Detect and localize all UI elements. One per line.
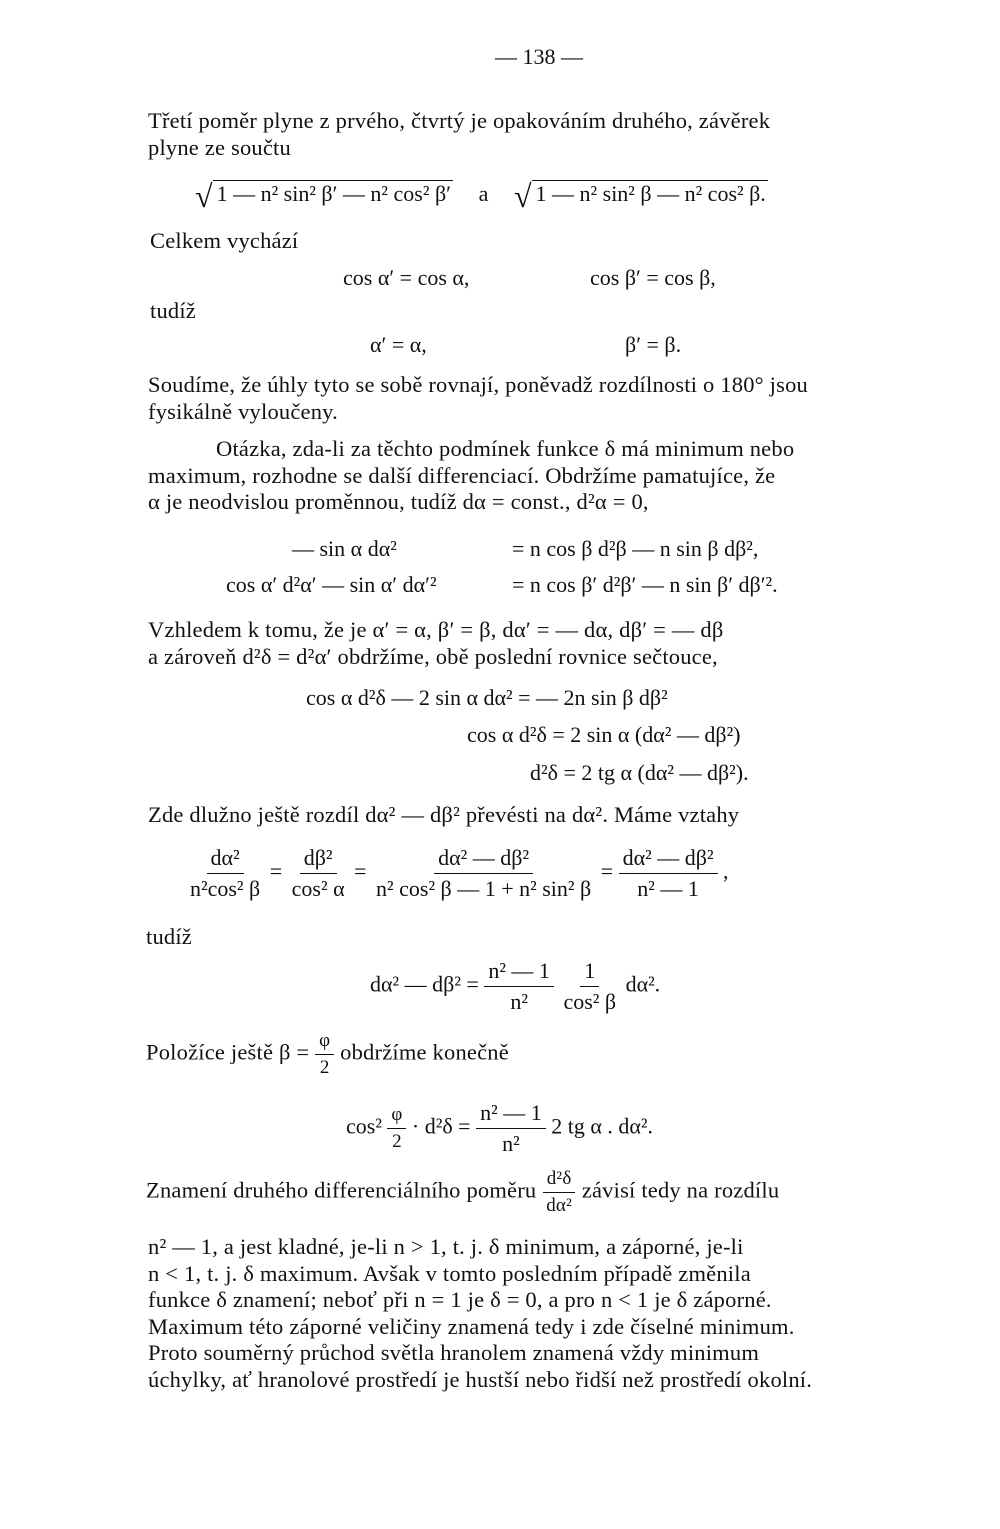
- paragraph-5: Zde dlužno ještě rozdíl dα² — dβ² převésti na dα². Máme vztahy: [148, 802, 740, 827]
- paragraph-4: [148, 617, 958, 670]
- equation-equal-left: α′ = α,: [370, 332, 427, 357]
- paragraph-2: [148, 372, 958, 425]
- fraction-1-den: n²cos² β: [190, 876, 261, 901]
- p7-post: závisí tedy na rozdílu: [581, 1177, 780, 1203]
- p1-line-2: plyne ze součtu: [148, 134, 291, 160]
- p2-line-1: Soudíme, že úhly tyto se sobě rovnají, poněvadž rozdílnosti o 180° jsou: [148, 372, 808, 397]
- equation-sum-3: d²δ = 2 tg α (dα² — dβ²).: [530, 760, 749, 785]
- fraction-4-num: dα² — dβ²: [619, 845, 718, 874]
- final-n-num: n² — 1: [476, 1100, 546, 1129]
- final-tail: 2 tg α . dα².: [551, 1113, 653, 1139]
- equation-cos-right: cos β′ = cos β,: [590, 265, 716, 290]
- sqrt-sign-2: √: [513, 177, 532, 214]
- p3-line-2: maximum, rozhodne se další differenciací. Obdržíme pamatujíce, že: [148, 462, 776, 488]
- final-n-den: n²: [502, 1131, 520, 1156]
- p6-post: obdržíme konečně: [340, 1039, 509, 1065]
- fraction-2-num: dβ²: [300, 845, 337, 874]
- diff-fraction-cos: [559, 958, 620, 1015]
- diff-tail: dα².: [625, 971, 661, 997]
- sqrt-sign: √: [195, 177, 213, 214]
- equation-sin-2-right: = n cos β′ d²β′ — n sin β′ dβ′².: [512, 572, 778, 597]
- p3-line-1: Otázka, zda-li za těchto podmínek funkce δ má minimum nebo: [216, 436, 795, 461]
- p6-den: 2: [319, 1057, 330, 1078]
- p7-num: d²δ: [543, 1168, 576, 1193]
- equation-cos-left: cos α′ = cos α,: [343, 265, 470, 290]
- fraction-3: [372, 845, 595, 902]
- p1-line-1: Třetí poměr plyne z prvého, čtvrtý je opakováním druhého, závěrek: [148, 108, 771, 133]
- equation-final: [346, 1100, 653, 1157]
- equation-diff: [370, 958, 660, 1015]
- sqrt-conjunction: a: [478, 181, 489, 206]
- equals-1: =: [269, 858, 283, 884]
- trailing-comma: ,: [723, 858, 729, 884]
- equation-sqrt: [195, 177, 768, 214]
- equation-equal-right: β′ = β.: [625, 332, 682, 357]
- fraction-2: [288, 845, 349, 902]
- final-phi-fraction: [387, 1104, 406, 1153]
- equals-2: =: [354, 858, 367, 884]
- diff-cos-den: cos² β: [563, 989, 617, 1014]
- equation-sin-1-right: = n cos β d²β — n sin β dβ²,: [512, 536, 759, 561]
- final-pre: cos²: [346, 1113, 382, 1139]
- fraction-3-den: n² cos² β — 1 + n² sin² β: [376, 876, 592, 901]
- paragraph-3: [148, 436, 958, 516]
- p8-line-6: úchylky, ať hranolové prostředí je hustší nebo řidší než prostředí okolní.: [148, 1366, 813, 1392]
- page-number: — 138 —: [495, 44, 583, 69]
- p8-line-1: n² — 1, a jest kladné, je-li n > 1, t. j. δ minimum, a záporné, je-li: [148, 1234, 744, 1259]
- p6-pre: Položíce ještě β =: [146, 1039, 310, 1065]
- equation-sin-2-left: cos α′ d²α′ — sin α′ dα′²: [226, 572, 437, 597]
- celkem-text: Celkem vychází: [150, 228, 299, 253]
- final-phi-num: φ: [387, 1104, 406, 1129]
- p7-den: dα²: [546, 1195, 572, 1216]
- equals-3: =: [600, 858, 614, 884]
- diff-lhs: dα² — dβ² =: [370, 971, 479, 997]
- final-mid: · d²δ =: [411, 1113, 471, 1139]
- p4-line-1: Vzhledem k tomu, že je α′ = α, β′ = β, dα′ = — dα, dβ′ = — dβ: [148, 617, 724, 642]
- final-phi-den: 2: [392, 1131, 402, 1152]
- fraction-4-den: n² — 1: [637, 876, 699, 901]
- paragraph-8: [148, 1234, 958, 1393]
- p7-pre: Znamení druhého differenciálního poměru: [146, 1177, 537, 1203]
- diff-fraction-n: [484, 958, 554, 1015]
- p6-fraction: [315, 1030, 334, 1079]
- p6-num: φ: [315, 1030, 334, 1055]
- tudiz-text-2: tudíž: [146, 924, 192, 949]
- fraction-2-den: cos² α: [291, 876, 345, 901]
- p8-line-3: funkce δ znamení; neboť při n = 1 je δ = 0, a pro n < 1 je δ záporné.: [148, 1287, 772, 1312]
- p2-line-2: fysikálně vyloučeny.: [148, 398, 338, 424]
- p7-fraction: [542, 1168, 576, 1217]
- p4-line-2: a zároveň d²δ = d²α′ obdržíme, obě poslední rovnice sečtouce,: [148, 643, 718, 669]
- p3-line-3: α je neodvislou proměnnou, tudíž dα = const., d²α = 0,: [148, 489, 649, 514]
- tudiz-text-1: tudíž: [150, 298, 196, 323]
- equation-sin-1-left: — sin α dα²: [292, 536, 397, 561]
- p8-line-5: Proto souměrný průchod světla hranolem znamená vždy minimum: [148, 1340, 760, 1365]
- equation-sum-2: cos α d²δ = 2 sin α (dα² — dβ²): [467, 722, 741, 747]
- paragraph-7: [146, 1168, 779, 1217]
- p8-line-2: n < 1, t. j. δ maximum. Avšak v tomto posledním případě změnila: [148, 1260, 751, 1286]
- equation-fractions: [186, 845, 729, 902]
- sqrt-right-radicand: 1 — n² sin² β — n² cos² β.: [532, 180, 768, 207]
- fraction-1: [186, 845, 264, 902]
- diff-n-den: n²: [510, 989, 528, 1014]
- diff-n-num: n² — 1: [484, 958, 554, 987]
- p8-line-4: Maximum této záporné veličiny znamená tedy i zde číselné minimum.: [148, 1313, 795, 1339]
- final-n-fraction: [476, 1100, 546, 1157]
- equation-sum-1: cos α d²δ — 2 sin α dα² = — 2n sin β dβ²: [306, 685, 668, 710]
- diff-cos-num: 1: [580, 958, 599, 987]
- fraction-4: [619, 845, 718, 902]
- paragraph-1: [148, 108, 958, 161]
- sqrt-left-radicand: 1 — n² sin² β′ — n² cos² β′: [213, 180, 453, 207]
- fraction-1-num: dα²: [207, 845, 244, 874]
- fraction-3-num: dα² — dβ²: [434, 845, 533, 874]
- paragraph-6: [146, 1030, 509, 1079]
